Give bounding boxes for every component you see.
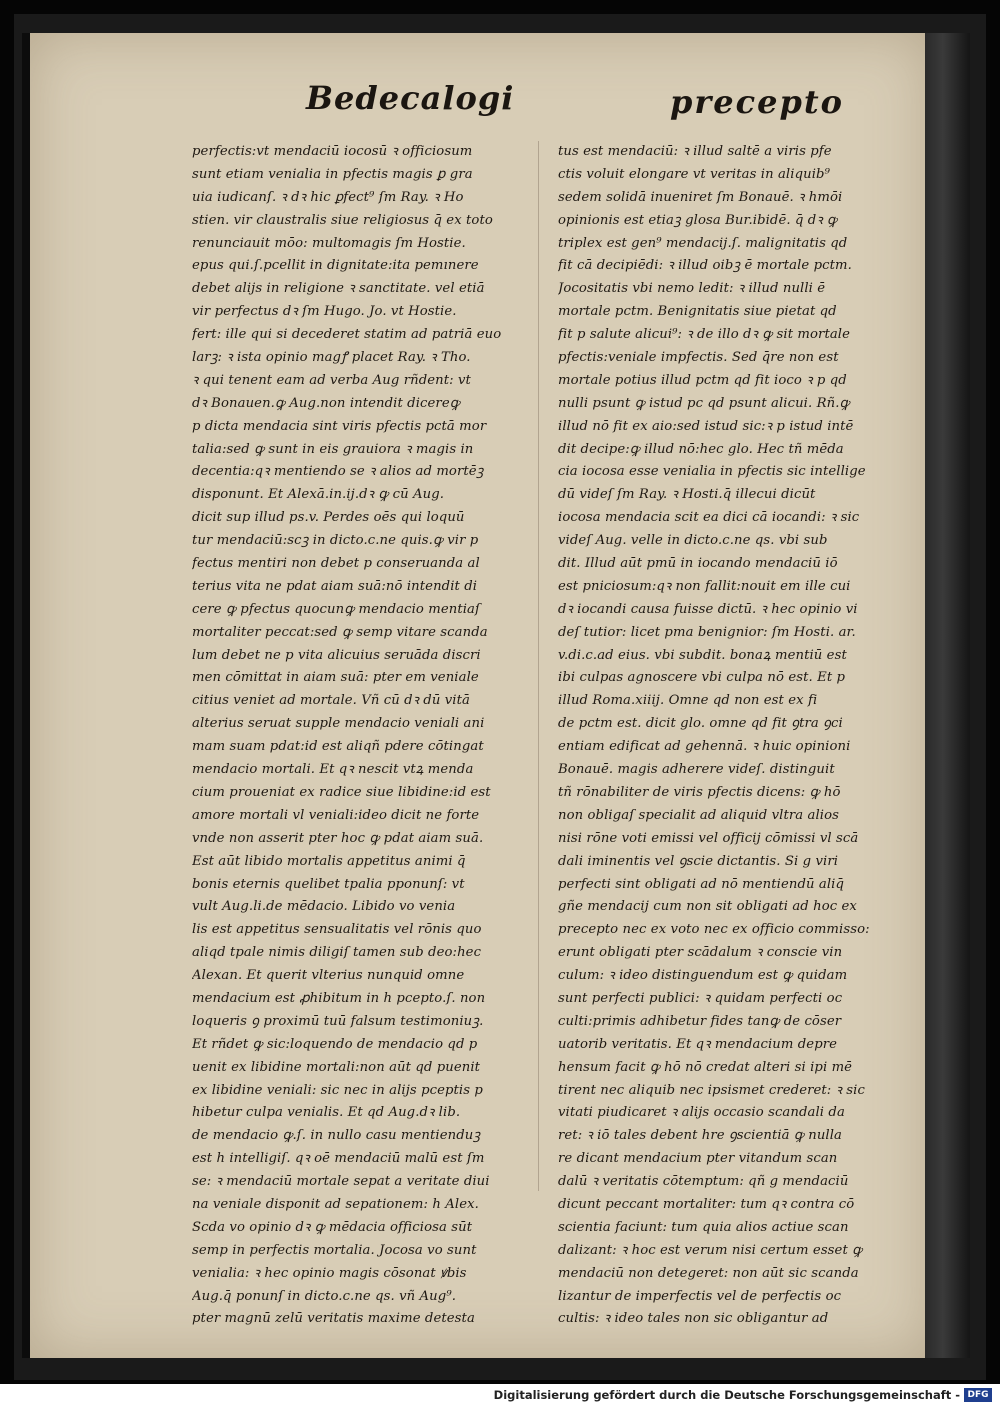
- text-line: bonis eternis quelibet tpalia pponunſ: vt: [192, 876, 465, 892]
- text-line: illud Roma.xiiij. Omne qd non est ex fi: [558, 693, 818, 709]
- text-line: cia iocosa esse venialia in pfectis sic intellige: [558, 464, 866, 480]
- text-line: erunt obligati pter scādalum ꝛ conscie vin: [558, 945, 843, 961]
- text-line: ret: ꝛ iō tales debent hre ꝯscientiā ꝙ nulla: [558, 1128, 843, 1144]
- text-line: dicit sup illud ps.v. Perdes oēs qui loquū: [192, 510, 465, 526]
- text-line: deſ tutior: licet pma benignior: ſm Hosti. ar.: [558, 624, 856, 640]
- text-line: hibetur culpa venialis. Et qd Aug.dꝛ lib.: [192, 1105, 461, 1121]
- text-line: mortale potius illud pctm qd fit ioco ꝛ p qd: [558, 372, 847, 388]
- text-line: de pctm est. dicit glo. omne qd fit ꝯtra ꝯci: [558, 716, 843, 732]
- text-line: est h intelligiſ. qꝛ oē mendaciū malū est ſm: [192, 1151, 485, 1167]
- text-line: cultis: ꝛ ideo tales non sic obligantur ad: [558, 1311, 829, 1327]
- text-line: ctis voluit elongare vt veritas in aliquib⁹: [558, 166, 830, 182]
- text-line: Et rñdet ꝙ sic:loquendo de mendacio qd p: [192, 1036, 478, 1052]
- text-line: non obligaſ specialit ad aliquid vltra alios: [558, 807, 840, 823]
- text-line: Alexan. Et querit vlterius nunquid omne: [192, 968, 465, 984]
- running-header: [30, 73, 930, 133]
- text-line: dit. Illud aūt pmū in iocando mendaciū iō: [558, 556, 838, 572]
- text-line: dꝛ Bonauen.ꝙ Aug.non intendit dicereꝙ: [192, 395, 460, 411]
- text-line: epus qui.ſ.pcellit in dignitate:ita pemınere: [192, 258, 479, 274]
- text-line: dalizant: ꝛ hoc est verum nisi certum esset ꝙ: [558, 1242, 863, 1258]
- text-line: scientia faciunt: tum quia alios actiue scan: [558, 1219, 849, 1235]
- text-line: disponunt. Et Alexā.in.ij.dꝛ ꝙ cū Aug.: [192, 487, 445, 503]
- header-right-title: precepto: [670, 83, 844, 121]
- text-line: men cōmittat in aiam suā: pter em veniale: [192, 670, 479, 686]
- text-line: fit cā decipiēdi: ꝛ illud oibꝫ ē mortale pctm.: [558, 258, 852, 274]
- text-line: videſ Aug. velle in dicto.c.ne qs. vbi sub: [558, 533, 828, 549]
- text-line: amore mortali vl veniali:ideo dicit ne forte: [192, 807, 480, 823]
- text-line: opinionis est etiaꝫ glosa Bur.ibidē. q̄ dꝛ ꝙ: [558, 212, 837, 228]
- text-line: triplex est gen⁹ mendacij.ſ. malignitatis qd: [558, 235, 848, 251]
- text-line: semp in perfectis mortalia. Jocosa vo sunt: [192, 1242, 477, 1258]
- text-line: se: ꝛ mendaciū mortale sepat a veritate diui: [192, 1174, 490, 1190]
- text-line: gñe mendacij cum non sit obligati ad hoc ex: [558, 899, 857, 915]
- text-line: perfecti sint obligati ad nō mentiendū aliq̄: [558, 876, 845, 892]
- text-line: decentia:qꝛ mentiendo se ꝛ alios ad mortēꝫ: [192, 464, 484, 480]
- footer-bar: [0, 1384, 1000, 1407]
- text-line: alterius seruat supple mendacio veniali ani: [192, 716, 485, 732]
- text-line: vir perfectus dꝛ ſm Hugo. Jo. vt Hostie.: [192, 304, 457, 320]
- text-line: Scda vo opinio dꝛ ꝙ mēdacia officiosa sūt: [192, 1219, 473, 1235]
- text-line: entiam edificat ad gehennā. ꝛ huic opinioni: [558, 739, 851, 755]
- text-column-left: [192, 141, 550, 1331]
- text-line: vitati piudicaret ꝛ alijs occasio scandali da: [558, 1105, 845, 1121]
- text-line: tirent nec aliquib nec ipsismet crederet: ꝛ sic: [558, 1082, 865, 1098]
- text-line: hensum facit ꝙ hō nō credat alteri si ipi mē: [558, 1059, 853, 1075]
- text-line: precepto nec ex voto nec ex officio commisso:: [558, 922, 870, 938]
- text-line: ibi culpas agnoscere vbi culpa nō est. Et p: [558, 670, 846, 686]
- text-line: dꝛ iocandi causa fuisse dictū. ꝛ hec opinio vi: [558, 601, 858, 617]
- text-line: stien. vir claustralis siue religiosus q̄ ex toto: [192, 212, 493, 228]
- text-line: aliqd tpale nimis diligiſ tamen sub deo:hec: [192, 945, 482, 961]
- text-line: terius vita ne pdat aiam suā:nō intendit di: [192, 578, 478, 594]
- dfg-logo: DFG: [964, 1388, 992, 1402]
- text-line: venialia: ꝛ hec opinio magis cōsonat ꝟbis: [192, 1265, 467, 1281]
- manuscript-page: [30, 33, 930, 1358]
- text-line: culum: ꝛ ideo distinguendum est ꝙ quidam: [558, 968, 848, 984]
- text-line: vult Aug.li.de mēdacio. Libido vo venia: [192, 899, 456, 915]
- page-edge-shadow: [925, 33, 970, 1358]
- text-line: uia iudicanſ. ꝛ dꝛ hic ꝑfect⁹ ſm Ray. ꝛ Ho: [192, 189, 464, 205]
- text-line: larꝫ: ꝛ ista opinio magꝭ placet Ray. ꝛ Tho.: [192, 350, 471, 366]
- text-line: talia:sed ꝙ sunt in eis grauiora ꝛ magis in: [192, 441, 474, 457]
- text-line: Bonauē. magis adherere videſ. distinguit: [558, 762, 835, 778]
- text-line: dalū ꝛ veritatis cōtemptum: qñ g mendaciū: [558, 1174, 849, 1190]
- text-line: p dicta mendacia sint viris pfectis pctā mor: [192, 418, 487, 434]
- text-line: dit decipe:ꝙ illud nō:hec glo. Hec tñ mēda: [558, 441, 844, 457]
- text-line: ex libidine veniali: sic nec in alijs pceptis p: [192, 1082, 483, 1098]
- text-line: mendacium est ꝓhibitum in h pcepto.ſ. non: [192, 990, 486, 1006]
- text-line: mortaliter peccat:sed ꝙ semp vitare scanda: [192, 624, 488, 640]
- text-line: culti:primis adhibetur fides tanꝙ de cōser: [558, 1013, 842, 1029]
- text-line: v.di.c.ad eius. vbi subdit. bonaꝝ mentiū est: [558, 647, 847, 663]
- text-line: est pniciosum:qꝛ non fallit:nouit em ille cui: [558, 578, 851, 594]
- text-line: illud nō fit ex aio:sed istud sic:ꝛ p istud intē: [558, 418, 854, 434]
- text-line: loqueris ꝯ proximū tuū falsum testimoniuꝫ.: [192, 1013, 484, 1029]
- text-line: sedem solidā inueniret ſm Bonauē. ꝛ hmōi: [558, 189, 843, 205]
- text-line: sunt perfecti publici: ꝛ quidam perfecti oc: [558, 990, 843, 1006]
- text-line: perfectis:vt mendaciū iocosū ꝛ officiosum: [192, 144, 473, 159]
- text-line: mendacio mortali. Et qꝛ nescit vtꝝ menda: [192, 762, 474, 778]
- text-line: Jocositatis vbi nemo ledit: ꝛ illud nulli ē: [558, 281, 826, 297]
- header-left-title: Bedecalogi: [306, 79, 515, 117]
- text-line: debet alijs in religione ꝛ sanctitate. vel etiā: [192, 281, 485, 297]
- text-line: mam suam pdat:id est aliqñ pdere cōtingat: [192, 739, 484, 755]
- text-line: Est aūt libido mortalis appetitus animi q̄: [192, 853, 466, 869]
- text-line: lizantur de imperfectis vel de perfectis oc: [558, 1288, 842, 1304]
- text-line: tñ rōnabiliter de viris pfectis dicens: ꝙ hō: [558, 784, 841, 800]
- text-line: na veniale disponit ad sepationem: h Alex.: [192, 1196, 479, 1212]
- text-line: nisi rōne voti emissi vel officij cōmissi vl scā: [558, 830, 859, 846]
- text-line: tus est mendaciū: ꝛ illud saltē a viris pfe: [558, 144, 832, 159]
- text-line: vnde non asserit pter hoc ꝙ pdat aiam suā.: [192, 830, 484, 846]
- footer-credit: Digitalisierung gefördert durch die Deutsche Forschungsgemeinschaft -: [493, 1388, 960, 1402]
- text-line: fit p salute alicui⁹: ꝛ de illo dꝛ ꝙ sit mortale: [558, 327, 851, 343]
- text-line: lis est appetitus sensualitatis vel rōnis quo: [192, 922, 482, 938]
- text-line: uenit ex libidine mortali:non aūt qd puenit: [192, 1059, 481, 1075]
- text-line: de mendacio ꝙ.ſ. in nullo casu mentienduꝫ: [192, 1128, 481, 1144]
- text-line: pfectis:veniale impfectis. Sed q̄re non est: [558, 350, 839, 366]
- text-line: renunciauit mōo: multomagis ſm Hostie.: [192, 235, 466, 251]
- text-line: cere ꝙ pfectus quocunꝙ mendacio mentiaſ: [192, 601, 480, 617]
- text-line: mortale pctm. Benignitatis siue pietat qd: [558, 304, 837, 320]
- text-line: citius veniet ad mortale. Vñ cū dꝛ dū vitā: [192, 693, 470, 709]
- text-line: sunt etiam venialia in pfectis magis ꝑ gra: [192, 166, 473, 182]
- text-line: dali iminentis vel ꝯscie dictantis. Si g viri: [558, 853, 839, 869]
- text-line: pter magnū zelū veritatis maxime detesta: [192, 1311, 475, 1327]
- text-line: fectus mentiri non debet p conseruanda al: [192, 556, 480, 572]
- text-line: dicunt peccant mortaliter: tum qꝛ contra cō: [558, 1196, 855, 1212]
- text-line: mendaciū non detegeret: non aūt sic scanda: [558, 1265, 859, 1281]
- text-line: Aug.q̄ ponunſ in dicto.c.ne qs. vñ Aug⁹.: [192, 1288, 456, 1304]
- text-line: nulli psunt ꝙ istud pc qd psunt alicui. Rñ.ꝙ: [558, 395, 850, 411]
- text-line: lum debet ne p vita alicuius seruāda discri: [192, 647, 481, 663]
- text-line: re dicant mendacium pter vitandum scan: [558, 1151, 838, 1167]
- text-line: uatorib veritatis. Et qꝛ mendacium depre: [558, 1036, 838, 1052]
- text-line: ꝛ qui tenent eam ad verba Aug rñdent: vt: [192, 372, 471, 388]
- text-column-right: [558, 141, 928, 1331]
- text-line: cium proueniat ex radice siue libidine:id est: [192, 784, 491, 800]
- text-line: fert: ille qui si decederet statim ad patriā euo: [192, 327, 502, 343]
- text-line: tur mendaciū:scꝫ in dicto.c.ne quis.ꝙ vir p: [192, 533, 479, 549]
- text-line: iocosa mendacia scit ea dici cā iocandi: ꝛ sic: [558, 510, 860, 526]
- text-line: dū videſ ſm Ray. ꝛ Hosti.q̄ illecui dicūt: [558, 487, 816, 503]
